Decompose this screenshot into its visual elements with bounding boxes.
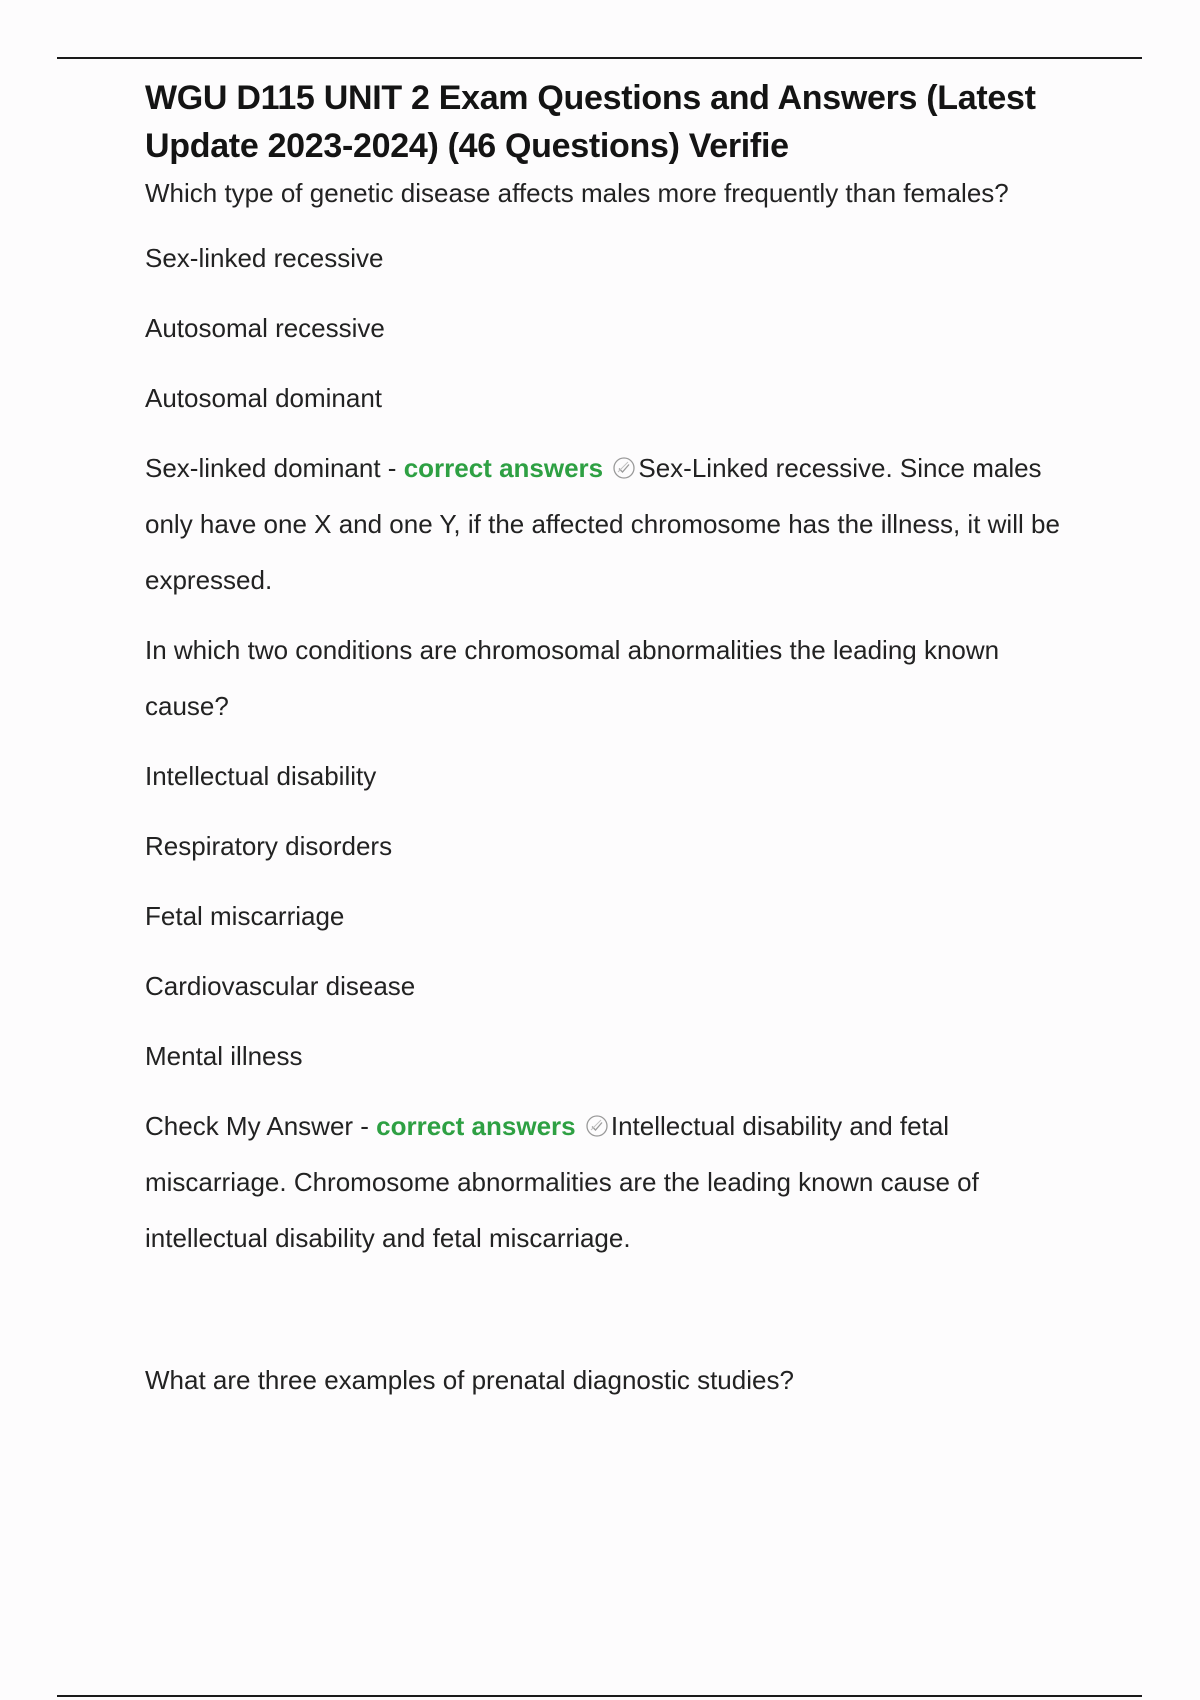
- correct-answers-label: correct answers: [376, 1111, 576, 1141]
- document-body: [145, 74, 1085, 1408]
- q1-option-1: Sex-linked recessive: [145, 243, 384, 273]
- q2-last-option: Check My Answer -: [145, 1111, 377, 1141]
- q2-answer-block: [145, 1098, 1085, 1266]
- q2-option-3: Fetal miscarriage: [145, 901, 345, 931]
- q1-answer-text: Sex-Linked recessive. Since males only have one X and one Y, if the affected chromosome has the illness, it will be expressed.: [145, 453, 1060, 595]
- check-circle-icon: [612, 443, 636, 467]
- q1-option-2: Autosomal recessive: [145, 313, 385, 343]
- q1-option-3: Autosomal dominant: [145, 383, 383, 413]
- q2-option-1: Intellectual disability: [145, 761, 377, 791]
- question-2: In which two conditions are chromosomal abnormalities the leading known cause?: [145, 635, 1000, 721]
- bottom-rule: [57, 1695, 1142, 1697]
- q1-last-option: Sex-linked dominant -: [145, 453, 404, 483]
- correct-answers-label: correct answers: [403, 453, 604, 483]
- check-circle-icon: [585, 1101, 609, 1125]
- document-title: WGU D115 UNIT 2 Exam Questions and Answers (Latest Update 2023-2024) (46 Questions) Verifie: [145, 79, 1036, 165]
- question-1: Which type of genetic disease affects males more frequently than females?: [145, 178, 1009, 208]
- q2-option-4: Cardiovascular disease: [145, 971, 416, 1001]
- top-rule: [57, 57, 1142, 59]
- question-3: What are three examples of prenatal diagnostic studies?: [145, 1365, 794, 1395]
- q2-option-2: Respiratory disorders: [145, 831, 393, 861]
- q1-answer-block: [145, 440, 1085, 608]
- q2-option-5: Mental illness: [145, 1041, 303, 1071]
- q2-answer-text: Intellectual disability and fetal miscarriage. Chromosome abnormalities are the leading known cause of intellectual disability and fetal miscarriage.: [145, 1111, 979, 1253]
